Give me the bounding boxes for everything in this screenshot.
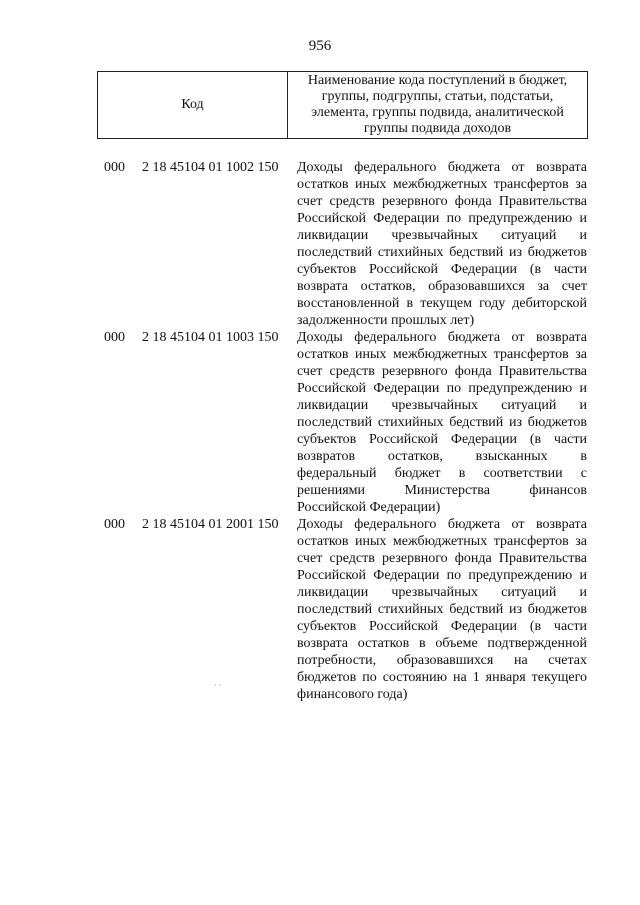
description-line: восстановленной в текущем году дебиторской bbox=[297, 296, 587, 311]
description-line: счет средств резервного фонда Правительства bbox=[297, 194, 587, 209]
description-line: решениями Министерства финансов bbox=[297, 483, 587, 498]
description-line: последствий стихийных бедствий из бюджетов bbox=[297, 415, 587, 430]
description-line: ликвидации чрезвычайных ситуаций и bbox=[297, 398, 587, 413]
description-line: Доходы федерального бюджета от возврата bbox=[297, 160, 587, 175]
description-line: субъектов Российской Федерации (в части bbox=[297, 432, 587, 447]
description-line: последствий стихийных бедствий из бюджетов bbox=[297, 602, 587, 617]
description-line: Доходы федерального бюджета от возврата bbox=[297, 517, 587, 532]
entries-list bbox=[0, 159, 640, 703]
admin-code: 000 bbox=[104, 517, 125, 532]
description-line: Российской Федерации по предупреждению и bbox=[297, 381, 587, 396]
table-row bbox=[0, 329, 640, 516]
code-description bbox=[297, 159, 587, 329]
description-line: ликвидации чрезвычайных ситуаций и bbox=[297, 585, 587, 600]
description-line: потребности, образовавшихся на счетах bbox=[297, 653, 587, 668]
scan-speck: · · bbox=[214, 681, 222, 690]
header-name-label: Наименование кода поступлений в бюджет, группы, подгруппы, статьи, подстатьи, элемента, группы подвида, аналитической группы подвида доходов bbox=[307, 73, 568, 136]
table-header bbox=[97, 71, 588, 139]
budget-code: 2 18 45104 01 1002 150 bbox=[142, 160, 279, 175]
description-line: субъектов Российской Федерации (в части bbox=[297, 619, 587, 634]
table-row bbox=[0, 159, 640, 329]
table-row bbox=[0, 516, 640, 703]
description-line: остатков иных межбюджетных трансфертов за bbox=[297, 347, 587, 362]
admin-code: 000 bbox=[104, 330, 125, 345]
code-description bbox=[297, 516, 587, 703]
budget-code: 2 18 45104 01 2001 150 bbox=[142, 517, 279, 532]
description-line: Российской Федерации) bbox=[297, 500, 441, 515]
admin-code: 000 bbox=[104, 160, 125, 175]
description-line: Доходы федерального бюджета от возврата bbox=[297, 330, 587, 345]
header-code-label: Код bbox=[98, 72, 288, 138]
description-line: федеральный бюджет в соответствии с bbox=[297, 466, 587, 481]
description-line: возврата остатков в объеме подтвержденной bbox=[297, 636, 587, 651]
code-description bbox=[297, 329, 587, 516]
description-line: остатков иных межбюджетных трансфертов за bbox=[297, 534, 587, 549]
description-line: счет средств резервного фонда Правительства bbox=[297, 364, 587, 379]
description-line: бюджетов по состоянию на 1 января текущего bbox=[297, 670, 587, 685]
description-line: финансового года) bbox=[297, 687, 408, 702]
description-line: субъектов Российской Федерации (в части bbox=[297, 262, 587, 277]
description-line: ликвидации чрезвычайных ситуаций и bbox=[297, 228, 587, 243]
description-line: возвратов остатков, взысканных в bbox=[297, 449, 587, 464]
description-line: Российской Федерации по предупреждению и bbox=[297, 211, 587, 226]
description-line: Российской Федерации по предупреждению и bbox=[297, 568, 587, 583]
description-line: задолженности прошлых лет) bbox=[297, 313, 475, 328]
page-number: 956 bbox=[308, 38, 332, 54]
description-line: счет средств резервного фонда Правительства bbox=[297, 551, 587, 566]
description-line: возврата остатков, образовавшихся за счет bbox=[297, 279, 587, 294]
budget-code: 2 18 45104 01 1003 150 bbox=[142, 330, 279, 345]
description-line: остатков иных межбюджетных трансфертов за bbox=[297, 177, 587, 192]
description-line: последствий стихийных бедствий из бюджетов bbox=[297, 245, 587, 260]
